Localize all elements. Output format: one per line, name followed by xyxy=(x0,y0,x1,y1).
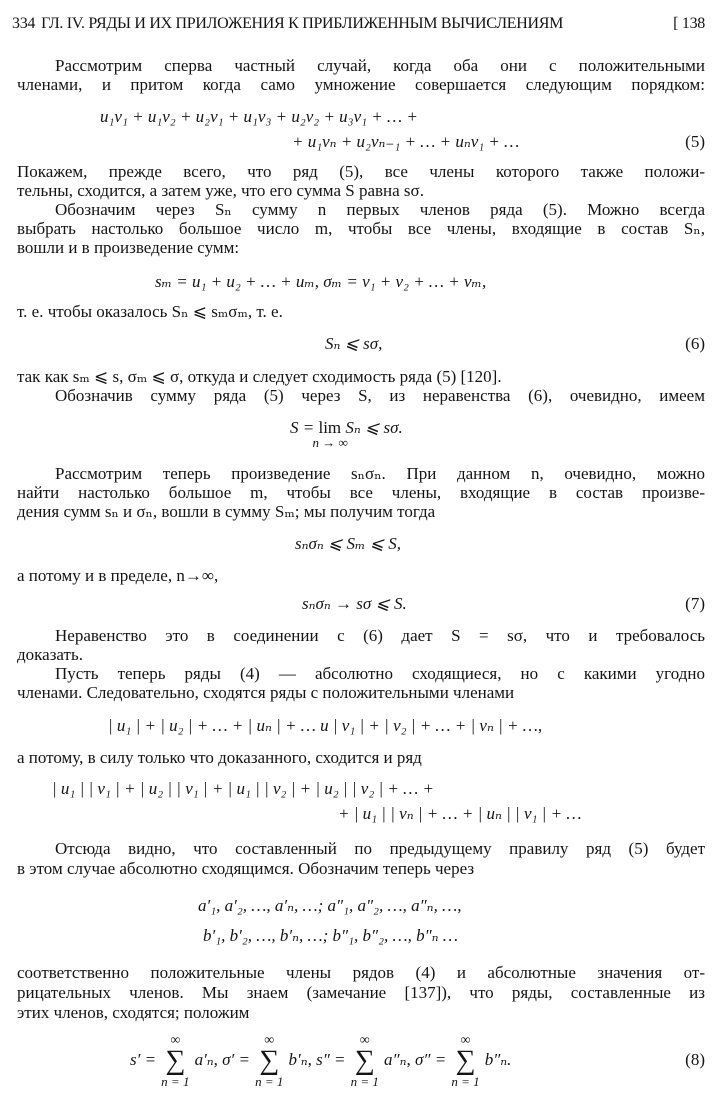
text-line: рицательных членов. Мы знаем (замечание [137]), что ряды, составленные из xyxy=(17,983,705,1002)
text-line: Покажем, прежде всего, что ряд (5), все члены которого также положи- xyxy=(17,162,705,181)
text-line: Обозначив сумму ряда (5) через S, из неравенства (6), очевидно, имеем xyxy=(55,386,705,405)
eq8-term: s″ = xyxy=(316,1050,350,1069)
eq8-term: b″ₙ. xyxy=(480,1050,512,1069)
text-line: членами. Следовательно, сходятся ряды с положительными членами xyxy=(17,683,515,702)
sum-sign xyxy=(160,1033,190,1089)
text-line: так как sₘ ⩽ s, σₘ ⩽ σ, откуда и следует сходимость ряда (5) [120]. xyxy=(17,367,502,386)
text-line: Неравенство это в соединении с (6) дает S = sσ, что и требовалось xyxy=(55,626,705,645)
equation-6: Sₙ ⩽ sσ, xyxy=(325,334,383,353)
sum-upper: ∞ xyxy=(460,1033,471,1048)
text-line: Пусть теперь ряды (4) — абсолютно сходящиеся, но с какими угодно xyxy=(55,664,705,683)
sum-lower: n = 1 xyxy=(161,1074,190,1089)
text-line: а потому и в пределе, n→∞, xyxy=(17,566,219,585)
text-line: Рассмотрим сперва частный случай, когда оба они с положительными xyxy=(55,56,705,75)
sum-sign xyxy=(254,1033,284,1089)
text-line: Обозначим через Sₙ сумму n первых членов ряда (5). Можно всегда xyxy=(55,200,705,219)
equation-number: (6) xyxy=(685,334,705,353)
limit-lhs: S = xyxy=(290,418,319,437)
text-line: этих членов, сходятся; положим xyxy=(17,1003,250,1022)
sum-lower: n = 1 xyxy=(255,1074,284,1089)
eq8-term: σ′ = xyxy=(222,1050,255,1069)
text-line: т. е. чтобы оказалось Sₙ ⩽ sₘσₘ, т. е. xyxy=(17,302,283,321)
text-line: тельны, сходится, а затем уже, что его сумма S равна sσ. xyxy=(17,181,424,200)
eq8-term: a″ₙ, xyxy=(379,1050,416,1069)
text-line: а потому, в силу только что доказанного, сходится и ряд xyxy=(17,748,422,767)
equation-product-line-2: + | u₁ | | vₙ | + … + | uₙ | | v₁ | + … xyxy=(338,804,582,823)
text-line: в этом случае абсолютно сходящимся. Обозначим теперь через xyxy=(17,859,475,878)
text-line: вошли и в произведение сумм: xyxy=(17,238,240,257)
sum-lower: n = 1 xyxy=(451,1074,480,1089)
sum-upper: ∞ xyxy=(170,1033,181,1048)
eq8-term: s′ = xyxy=(130,1050,161,1069)
equation-number: (8) xyxy=(685,1050,705,1069)
equation-absolute-series: | u₁ | + | u₂ | + … + | uₙ | + … и | v₁ | + | v₂ | + … + | vₙ | + …, xyxy=(108,716,543,735)
running-header xyxy=(12,14,705,34)
lim-operator xyxy=(312,418,348,450)
text-line: дения сумм sₙ и σₙ, вошли в сумму Sₘ; мы получим тогда xyxy=(17,502,436,521)
equation-7: sₙσₙ → sσ ⩽ S. xyxy=(302,594,407,613)
equation-number: (7) xyxy=(685,594,705,613)
section-number: [ 138 xyxy=(673,15,705,32)
text-line: Рассмотрим теперь произведение sₙσₙ. При данном n, очевидно, можно xyxy=(55,464,705,483)
sum-lower: n = 1 xyxy=(350,1074,379,1089)
sum-upper: ∞ xyxy=(359,1033,370,1048)
sum-sign xyxy=(450,1033,480,1089)
equation-b-list: b′₁, b′₂, …, b′ₙ, …; b″₁, b″₂, …, b″ₙ … xyxy=(203,926,458,945)
eq8-term: a′ₙ, xyxy=(190,1050,223,1069)
sigma: ∑ xyxy=(455,1045,476,1076)
eq8-term: b′ₙ, xyxy=(284,1050,317,1069)
text-line: найти настолько большое m, чтобы все члены, входящие в состав произве- xyxy=(17,483,705,502)
header-left xyxy=(12,14,563,34)
sum-upper: ∞ xyxy=(264,1033,275,1048)
eq8-term: σ″ = xyxy=(415,1050,451,1069)
equation-5-line-2: + u₁vₙ + u₂vₙ₋₁ + … + uₙv₁ + … xyxy=(292,132,520,151)
equation-partial-sums: sₘ = u₁ + u₂ + … + uₘ, σₘ = v₁ + v₂ + … + vₘ, xyxy=(155,272,487,291)
equation-5-line-1: u₁v₁ + u₁v₂ + u₂v₁ + u₁v₃ + u₂v₂ + u₃v₁ + … + xyxy=(100,107,418,126)
lim-word: lim xyxy=(318,418,342,437)
limit-rhs: Sₙ ⩽ sσ. xyxy=(341,418,403,437)
equation-limit xyxy=(290,418,403,450)
text-line: выбрать настолько большое число m, чтобы все члены, входящие в состав Sₙ, xyxy=(17,219,705,238)
sigma: ∑ xyxy=(259,1045,280,1076)
text-line: Отсюда видно, что составленный по предыдущему правилу ряд (5) будет xyxy=(55,839,705,858)
sum-sign xyxy=(350,1033,380,1089)
running-title: ГЛ. IV. РЯДЫ И ИХ ПРИЛОЖЕНИЯ К ПРИБЛИЖЕННЫМ ВЫЧИСЛЕНИЯМ xyxy=(41,15,564,32)
text-line: доказать. xyxy=(17,645,83,664)
equation-product-line-1: | u₁ | | v₁ | + | u₂ | | v₁ | + | u₁ | | v₂ | + | u₂ | | v₂ | + … + xyxy=(52,779,434,798)
sigma: ∑ xyxy=(165,1045,186,1076)
text-line: членами, и притом когда само умножение совершается следующим порядком: xyxy=(17,75,705,94)
page-number: 334 xyxy=(12,15,36,32)
sigma: ∑ xyxy=(354,1045,375,1076)
lim-subscript: n → ∞ xyxy=(312,435,348,450)
equation-8 xyxy=(130,1033,512,1089)
text-line: соответственно положительные члены рядов (4) и абсолютные значения от- xyxy=(17,963,705,982)
equation-inequality: sₙσₙ ⩽ Sₘ ⩽ S, xyxy=(295,534,401,553)
equation-a-list: a′₁, a′₂, …, a′ₙ, …; a″₁, a″₂, …, a″ₙ, …, xyxy=(198,896,462,915)
equation-number: (5) xyxy=(685,132,705,151)
